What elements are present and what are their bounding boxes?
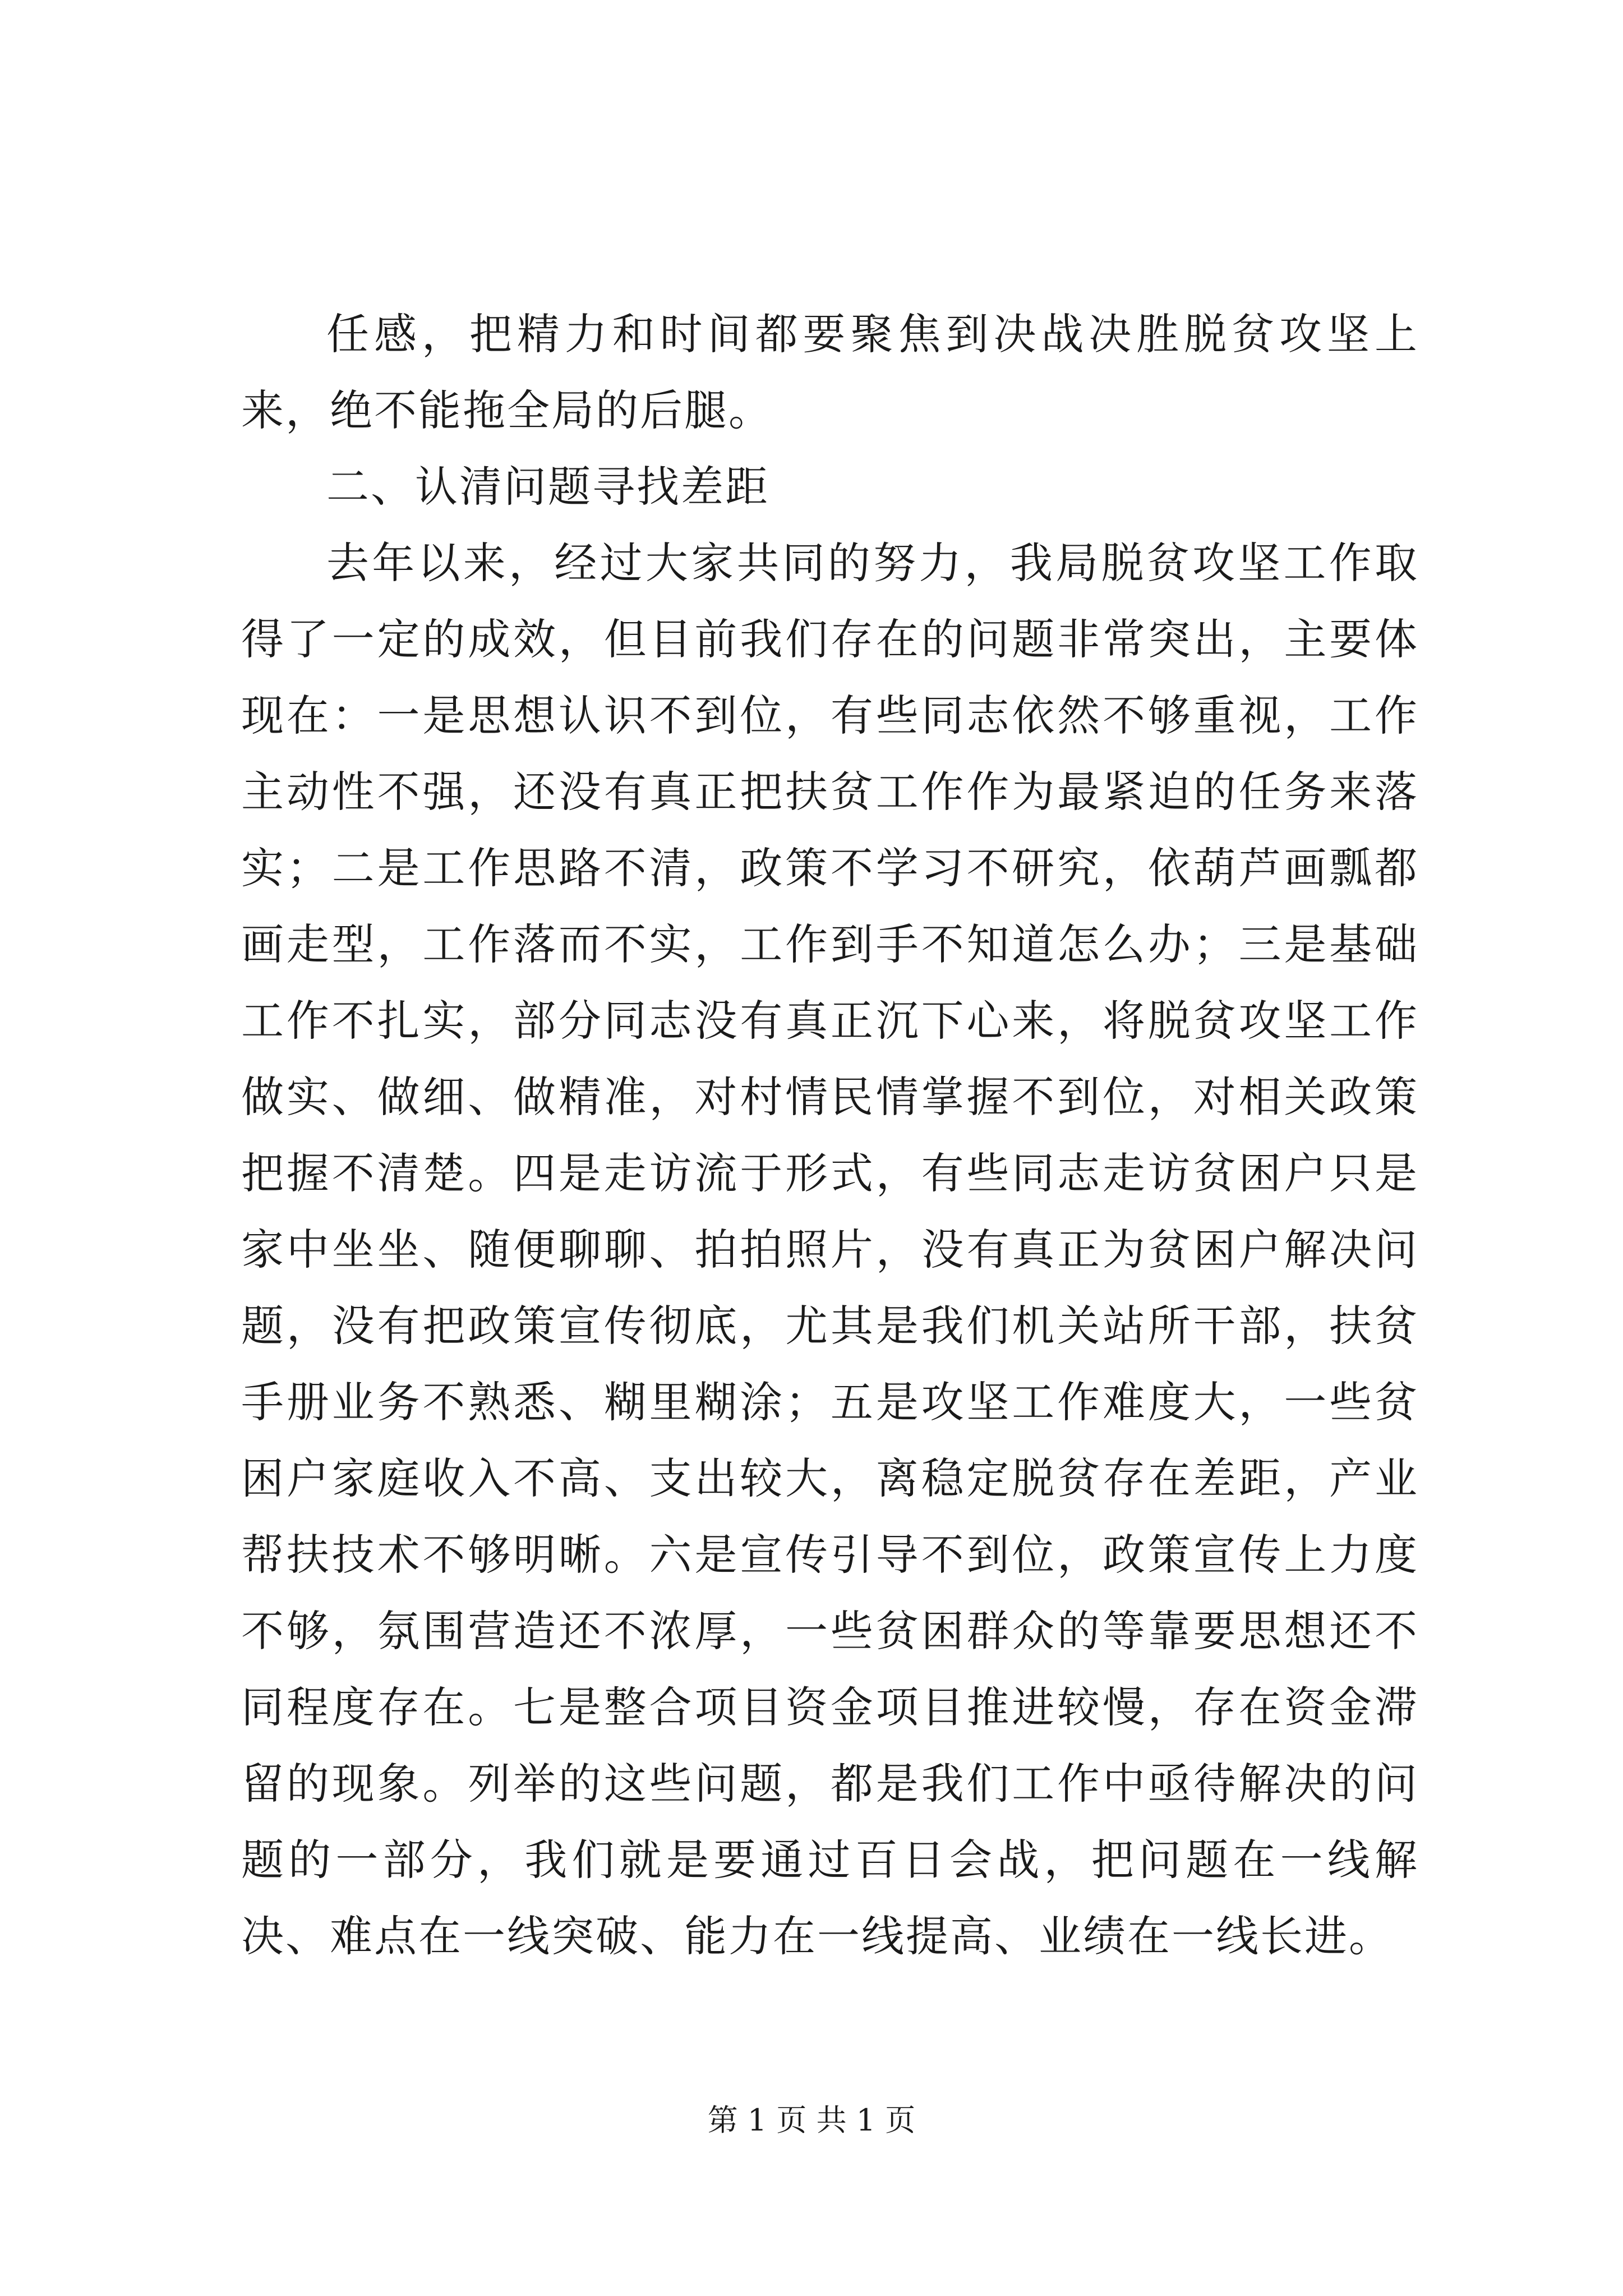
paragraph-problems: 去年以来，经过大家共同的努力，我局脱贫攻坚工作取得了一定的成效，但目前我们存在的问题非常突出，主要体现在：一是思想认识不到位，有些同志依然不够重视，工作主动性不强，还没有真正把扶贫工作作为最紧迫的任务来落实；二是工作思路不清，政策不学习不研究，依葫芦画瓢都画走型，工作落而不实，工作到手不知道怎么办；三是基础工作不扎实，部分同志没有真正沉下心来，将脱贫攻坚工作做实、做细、做精准，对村情民情掌握不到位，对相关政策把握不清楚。四是走访流于形式，有些同志走访贫困户只是家中坐坐、随便聊聊、拍拍照片，没有真正为贫困户解决问题，没有把政策宣传彻底，尤其是我们机关站所干部，扶贫手册业务不熟悉、糊里糊涂；五是攻坚工作难度大，一些贫困户家庭收入不高、支出较大，离稳定脱贫存在差距，产业帮扶技术不够明晰。六是宣传引导不到位，政策宣传上力度不够，氛围营造还不浓厚，一些贫困群众的等靠要思想还不同程度存在。七是整合项目资金项目推进较慢，存在资金滞留的现象。列举的这些问题，都是我们工作中亟待解决的问题的一部分，我们就是要通过百日会战，把问题在一线解决、难点在一线突破、能力在一线提高、业绩在一线长进。: [241, 538, 1419, 1961]
paragraph-continuation: 任感，把精力和时间都要聚焦到决战决胜脱贫攻坚上来，绝不能拖全局的后腿。: [241, 309, 1419, 435]
page-footer: 第 1 页 共 1 页: [707, 2102, 916, 2138]
document-body: [241, 296, 1419, 1975]
section-heading: 二、认清问题寻找差距: [326, 462, 769, 512]
